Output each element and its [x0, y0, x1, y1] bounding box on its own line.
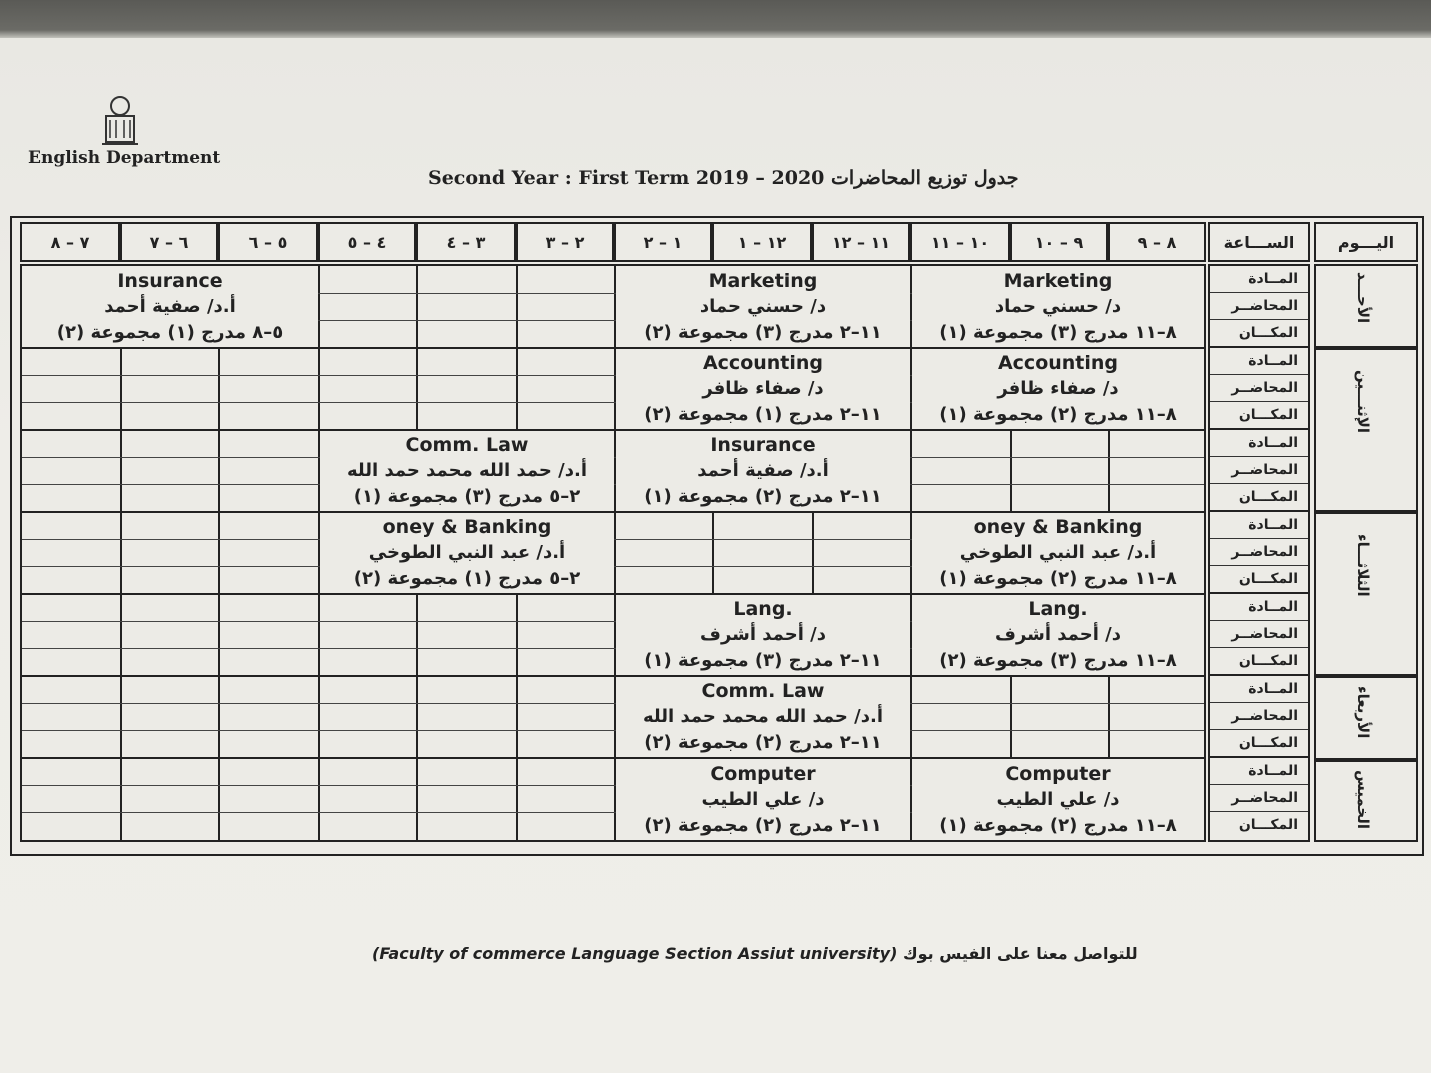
lecture-lecturer: أ.د/ عبد النبي الطوخي [368, 541, 566, 563]
schedule-table [10, 216, 1424, 856]
slot-header-1: ٨ – ٩ [1108, 222, 1206, 262]
lecture-block [320, 513, 614, 593]
day-cell-thursday [1314, 760, 1418, 842]
lecture-block [912, 595, 1204, 675]
label-lecturer: المحاضــر [1210, 621, 1308, 648]
day-cell-monday [1314, 348, 1418, 512]
label-subject: المــادة [1210, 758, 1308, 785]
lecture-block [616, 266, 910, 347]
label-lecturer: المحاضــر [1210, 375, 1308, 402]
lecture-place: ١١–٢ مدرج (٢) مجموعة (٢) [644, 814, 882, 836]
label-subject: المــادة [1210, 430, 1308, 457]
label-lecturer: المحاضــر [1210, 703, 1308, 730]
lecture-subject: Lang. [1028, 598, 1088, 621]
lecture-place: ١١–٢ مدرج (٣) مجموعة (٢) [644, 321, 882, 343]
label-place: المكـــان [1210, 320, 1308, 348]
slot-header-7: ٢ – ٣ [516, 222, 614, 262]
lecture-block [22, 266, 318, 347]
lecture-lecturer: د/ أحمد أشرف [700, 623, 826, 645]
lecture-lecturer: د/ حسني حماد [994, 295, 1122, 317]
label-lecturer: المحاضــر [1210, 457, 1308, 484]
lecture-block [616, 431, 910, 511]
lecture-subject: Computer [1005, 762, 1111, 785]
lecture-lecturer: د/ أحمد أشرف [995, 623, 1121, 645]
label-subject: المــادة [1210, 266, 1308, 293]
lecture-subject: Marketing [708, 269, 818, 292]
lecture-lecturer: أ.د/ عبد النبي الطوخي [959, 541, 1157, 563]
department-name: English Department [28, 148, 221, 168]
day-column-header: اليـــوم [1314, 222, 1418, 262]
footer-note [372, 944, 1138, 963]
slot-header-9: ٤ – ٥ [318, 222, 416, 262]
lecture-lecturer: د/ صفاء ظافر [997, 377, 1119, 399]
day-label-tuesday: الثلاثـــاء [1354, 534, 1372, 597]
lecture-place: ٨–١١ مدرج (٢) مجموعة (١) [939, 567, 1177, 589]
slot-grid [20, 264, 1206, 842]
lecture-subject: Accounting [702, 352, 824, 375]
time-column-header: الســـاعة [1208, 222, 1310, 262]
slot-header-10: ٥ – ٦ [218, 222, 318, 262]
lecture-block [912, 759, 1204, 840]
page-title [428, 167, 1019, 189]
lecture-place: ٨–١١ مدرج (٢) مجموعة (١) [939, 403, 1177, 425]
day-cell-sunday [1314, 264, 1418, 348]
lecture-subject: Comm. Law [405, 434, 529, 457]
lecture-place: ٨–١١ مدرج (٢) مجموعة (١) [939, 814, 1177, 836]
label-place: المكـــان [1210, 484, 1308, 512]
label-subject: المــادة [1210, 594, 1308, 621]
day-label-wednesday: الأربعاء [1354, 686, 1372, 739]
label-subject: المــادة [1210, 676, 1308, 703]
lecture-place: ١١–٢ مدرج (٣) مجموعة (١) [644, 649, 882, 671]
lecture-lecturer: أ.د/ صفية أحمد [697, 459, 829, 481]
title-english: Second Year : First Term 2019 – 2020 [428, 167, 825, 189]
day-label-monday: الإثنـــين [1354, 370, 1372, 434]
label-place: المكـــان [1210, 648, 1308, 676]
footer-arabic: للتواصل معنا على الفيس بوك [902, 944, 1138, 963]
label-place: المكـــان [1210, 402, 1308, 430]
lecture-lecturer: أ.د/ صفية أحمد [104, 295, 236, 317]
lecture-lecturer: د/ حسني حماد [699, 295, 827, 317]
slot-header-4: ١١ – ١٢ [812, 222, 910, 262]
slot-header-3: ١٠ – ١١ [910, 222, 1010, 262]
label-place: المكـــان [1238, 817, 1298, 833]
slot-header-6: ١ – ٢ [614, 222, 712, 262]
lecture-subject: Lang. [733, 598, 793, 621]
lecture-lecturer: د/ علي الطيب [701, 788, 825, 810]
row-label-column [1208, 264, 1310, 842]
lecture-block [616, 349, 910, 429]
slot-header-11: ٦ – ٧ [120, 222, 218, 262]
lecture-block [616, 595, 910, 675]
slot-header-8: ٣ – ٤ [416, 222, 516, 262]
lecture-subject: Insurance [710, 434, 816, 457]
label-lecturer: المحاضــر [1210, 785, 1308, 812]
lecture-subject: Marketing [1003, 269, 1113, 292]
lecture-block [320, 431, 614, 511]
lecture-block [912, 513, 1204, 593]
lecture-place: ١١–٢ مدرج (٢) مجموعة (٢) [644, 731, 882, 753]
lecture-block [616, 759, 910, 840]
lecture-lecturer: د/ علي الطيب [996, 788, 1120, 810]
lecture-subject: oney & Banking [973, 516, 1143, 539]
lecture-place: ٨–١١ مدرج (٣) مجموعة (٢) [939, 649, 1177, 671]
lecture-subject: Comm. Law [701, 680, 825, 703]
label-place: المكـــان [1210, 566, 1308, 594]
lecture-place: ٢–٥ مدرج (٣) مجموعة (١) [353, 485, 581, 507]
university-logo-icon [96, 92, 144, 148]
label-place: المكـــان [1210, 730, 1308, 758]
day-cell-tuesday [1314, 512, 1418, 676]
slot-header-5: ١٢ – ١ [712, 222, 812, 262]
lecture-block [616, 677, 910, 757]
slot-header-2: ٩ – ١٠ [1010, 222, 1108, 262]
label-lecturer: المحاضــر [1210, 293, 1308, 320]
footer-english: (Faculty of commerce Language Section Assiut university) [372, 944, 898, 963]
day-label-thursday: الخميس [1354, 770, 1372, 829]
lecture-place: ٨–١١ مدرج (٣) مجموعة (١) [939, 321, 1177, 343]
day-cell-wednesday [1314, 676, 1418, 760]
label-subject: المــادة [1210, 348, 1308, 375]
lecture-lecturer: أ.د/ حمد الله محمد حمد الله [643, 705, 883, 727]
lecture-lecturer: أ.د/ حمد الله محمد حمد الله [347, 459, 587, 481]
label-subject: المــادة [1210, 512, 1308, 539]
lecture-subject: Computer [710, 762, 816, 785]
lecture-subject: Accounting [997, 352, 1119, 375]
lecture-subject: Insurance [117, 269, 223, 292]
lecture-subject: oney & Banking [382, 516, 552, 539]
slot-header-12: ٧ – ٨ [20, 222, 120, 262]
lecture-block [912, 349, 1204, 429]
lecture-place: ١١–٢ مدرج (١) مجموعة (٢) [644, 403, 882, 425]
lecture-place: ٥–٨ مدرج (١) مجموعة (٢) [56, 321, 284, 343]
lecture-lecturer: د/ صفاء ظافر [702, 377, 824, 399]
lecture-place: ٢–٥ مدرج (١) مجموعة (٢) [353, 567, 581, 589]
lecture-place: ١١–٢ مدرج (٢) مجموعة (١) [644, 485, 882, 507]
label-lecturer: المحاضــر [1210, 539, 1308, 566]
day-label-sunday: الأحـــد [1354, 272, 1372, 324]
title-arabic: جدول توزيع المحاضرات [831, 167, 1019, 189]
lecture-block [912, 266, 1204, 347]
